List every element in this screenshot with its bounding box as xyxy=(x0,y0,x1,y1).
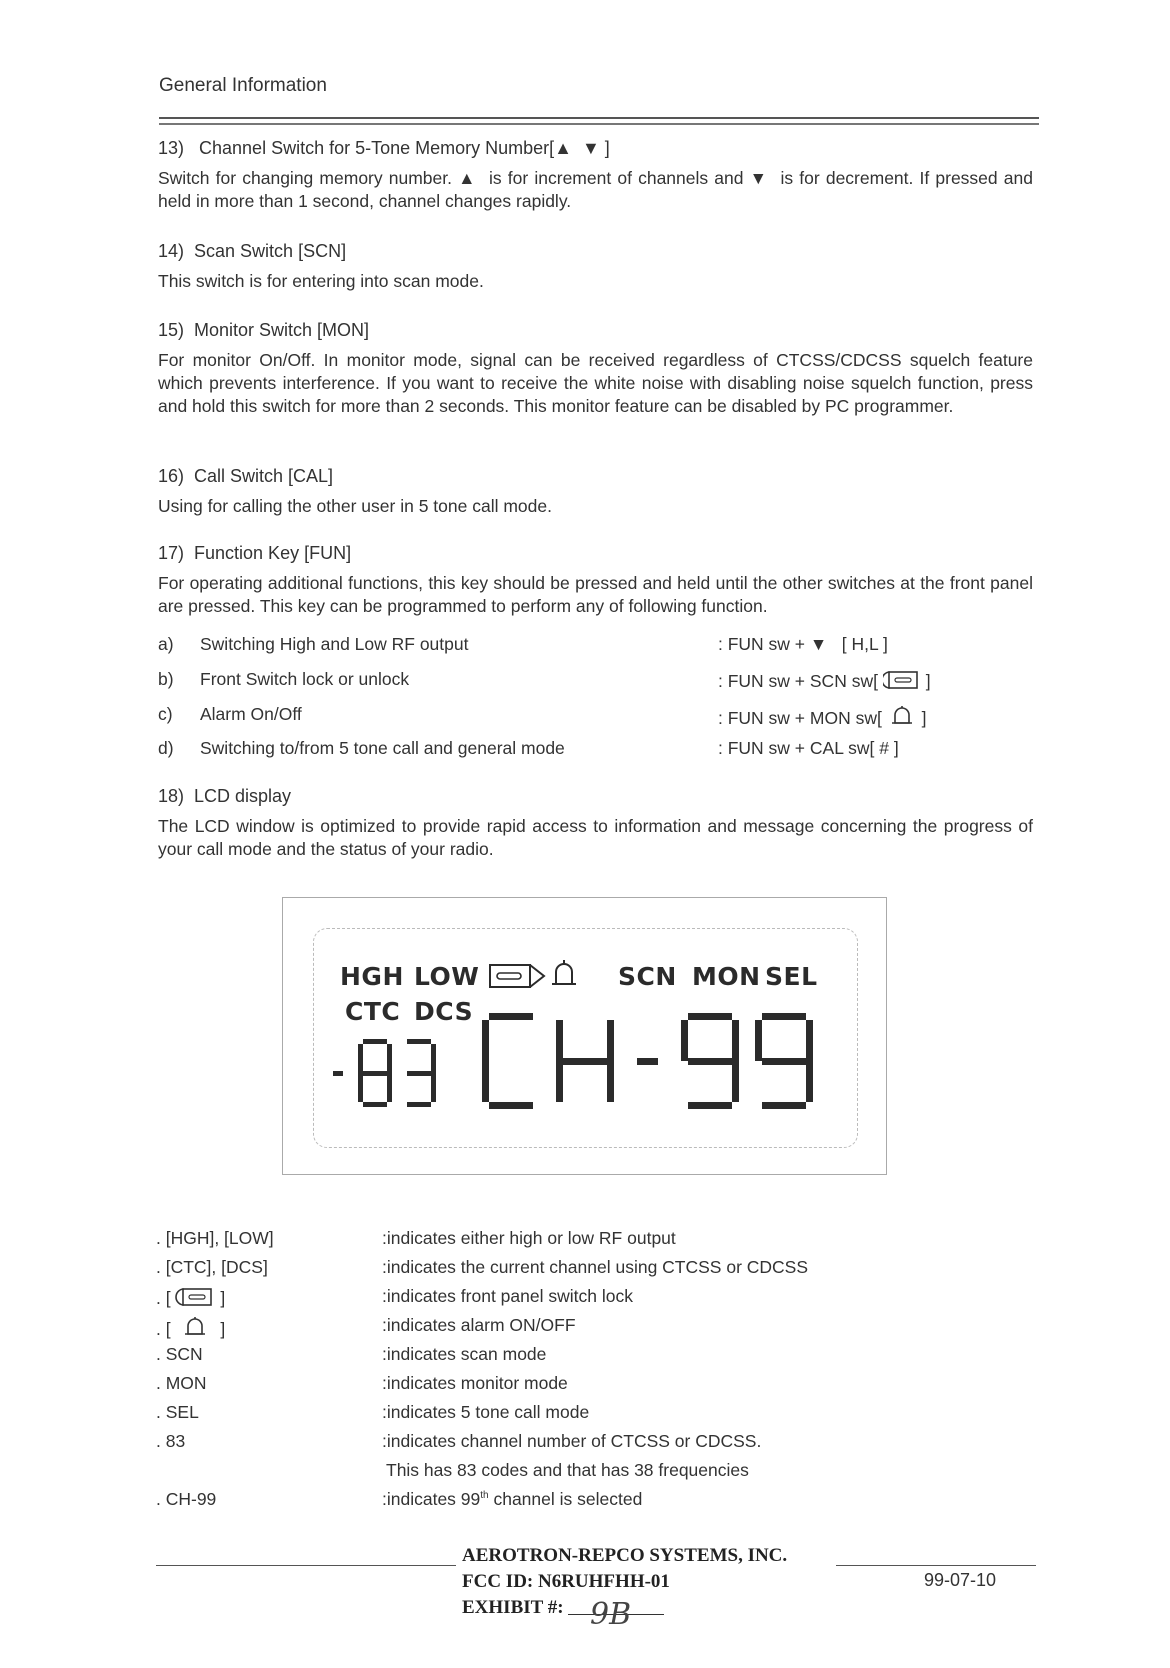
lcd-bell-icon xyxy=(549,957,579,991)
header-divider xyxy=(159,117,1039,119)
legend-value-sup: th xyxy=(480,1490,489,1502)
legend-row xyxy=(156,1228,1036,1254)
legend-value: :indicates channel number of CTCSS or CDCSS. xyxy=(382,1431,762,1451)
combo-text: ] xyxy=(925,671,931,691)
section-heading: 17) Function Key [FUN] xyxy=(158,543,352,563)
function-letter: a) xyxy=(158,634,174,654)
key-lock-icon xyxy=(175,1286,215,1308)
legend-row xyxy=(156,1431,1036,1457)
lcd-dcs-label: DCS xyxy=(414,997,474,1026)
bell-icon xyxy=(175,1315,215,1339)
lcd-sel-label: SEL xyxy=(765,962,818,991)
lcd-segment xyxy=(637,1058,658,1065)
legend-key-text: . [ xyxy=(156,1288,171,1308)
legend-value: :indicates front panel switch lock xyxy=(382,1286,633,1306)
legend-row xyxy=(156,1402,1036,1428)
section-channel-switch xyxy=(158,138,1033,213)
section-body: Switch for changing memory number. ▲ is for increment of channels and ▼ is for decrement. If pressed and held in more than 1 second, channel changes rapidly. xyxy=(158,168,1033,211)
combo-text: : FUN sw + MON sw[ xyxy=(718,708,882,728)
function-letter: d) xyxy=(158,738,174,758)
legend-value-text: channel is selected xyxy=(488,1489,643,1509)
function-letter: c) xyxy=(158,704,173,724)
lcd-segment xyxy=(387,1073,392,1102)
lcd-segment xyxy=(482,1020,489,1061)
function-description: Switching High and Low RF output xyxy=(200,634,469,654)
legend-value: :indicates alarm ON/OFF xyxy=(382,1315,576,1335)
legend-row xyxy=(156,1489,1036,1515)
lcd-segment xyxy=(556,1020,563,1061)
lcd-hgh-label: HGH xyxy=(340,962,404,991)
combo-text: : FUN sw + SCN sw[ xyxy=(718,671,878,691)
section-heading: 14) Scan Switch [SCN] xyxy=(158,241,347,261)
footer-rule-right xyxy=(836,1565,1036,1566)
lcd-segment xyxy=(688,1013,732,1020)
lcd-segment xyxy=(607,1061,614,1102)
lcd-segment xyxy=(407,1102,431,1107)
section-call-switch xyxy=(158,466,1033,518)
function-item xyxy=(158,704,1033,728)
section-body: Using for calling the other user in 5 tone call mode. xyxy=(158,496,552,516)
page-header-title: General Information xyxy=(159,75,327,96)
legend-value: :indicates scan mode xyxy=(382,1344,547,1364)
lcd-segment xyxy=(363,1102,387,1107)
legend-key: . [CTC], [DCS] xyxy=(156,1257,268,1277)
lcd-segment xyxy=(806,1061,813,1102)
lcd-segment xyxy=(431,1044,436,1073)
legend-row xyxy=(156,1286,1036,1312)
lcd-segment xyxy=(431,1073,436,1102)
legend-row xyxy=(156,1257,1036,1283)
legend-value: This has 83 codes and that has 38 frequencies xyxy=(386,1460,749,1480)
legend-row xyxy=(156,1315,1036,1341)
lcd-segment xyxy=(762,1058,806,1065)
lcd-scn-label: SCN xyxy=(618,962,677,991)
lcd-segment xyxy=(732,1020,739,1061)
lcd-low-label: LOW xyxy=(414,962,480,991)
legend-key: . [HGH], [LOW] xyxy=(156,1228,274,1248)
function-item xyxy=(158,634,1033,658)
lcd-segment xyxy=(387,1044,392,1073)
lcd-segment xyxy=(358,1073,363,1102)
legend-key: . 83 xyxy=(156,1431,186,1451)
lcd-channel-readout xyxy=(482,1013,812,1113)
lcd-segment xyxy=(407,1039,431,1044)
lcd-segment xyxy=(563,1058,607,1065)
footer-rule-left xyxy=(156,1565,456,1566)
lcd-segment xyxy=(762,1102,806,1109)
lcd-segment xyxy=(363,1039,387,1044)
lcd-segment xyxy=(489,1013,533,1020)
key-lock-icon xyxy=(883,669,921,691)
lcd-segment xyxy=(363,1071,387,1076)
function-combo: : FUN sw + ▼ [ H,L ] xyxy=(718,634,888,654)
section-heading: 15) Monitor Switch [MON] xyxy=(158,320,370,340)
lcd-segment xyxy=(732,1061,739,1102)
legend-key-text: ] xyxy=(220,1288,226,1308)
legend-value: :indicates the current channel using CTCSS or CDCSS xyxy=(382,1257,809,1277)
function-combo: : FUN sw + CAL sw[ # ] xyxy=(718,738,899,758)
legend-key: . SCN xyxy=(156,1344,203,1364)
footer-exhibit-label: EXHIBIT #: xyxy=(462,1597,564,1618)
footer-fcc-id: FCC ID: N6RUHFHH-01 xyxy=(462,1571,670,1592)
combo-text: ] xyxy=(921,708,927,728)
legend-key-text: . [ xyxy=(156,1319,171,1339)
lcd-segment xyxy=(688,1102,732,1109)
function-item xyxy=(158,738,1033,762)
lcd-segment xyxy=(482,1061,489,1102)
legend-key xyxy=(156,1286,225,1309)
lcd-segment xyxy=(762,1013,806,1020)
legend-value: :indicates monitor mode xyxy=(382,1373,568,1393)
lcd-figure xyxy=(282,897,887,1175)
legend-key-text: ] xyxy=(220,1319,226,1339)
legend-value: :indicates 5 tone call mode xyxy=(382,1402,590,1422)
lcd-segment xyxy=(407,1071,431,1076)
legend-key: . SEL xyxy=(156,1402,199,1422)
footer-date: 99-07-10 xyxy=(924,1570,997,1590)
lcd-key-lock-icon xyxy=(488,960,546,992)
function-description: Switching to/from 5 tone call and general mode xyxy=(200,738,565,758)
legend-key: . CH-99 xyxy=(156,1489,217,1509)
lcd-window xyxy=(313,928,858,1148)
function-description: Alarm On/Off xyxy=(200,704,302,724)
legend-row xyxy=(156,1460,1036,1486)
section-lcd-display xyxy=(158,786,1033,861)
legend-value xyxy=(382,1489,642,1510)
bell-icon xyxy=(887,704,917,728)
lcd-mon-label: MON xyxy=(692,962,761,991)
section-heading: 16) Call Switch [CAL] xyxy=(158,466,334,486)
section-body: The LCD window is optimized to provide rapid access to information and message concerning the progress of your call mode and the status of your radio. xyxy=(158,816,1033,859)
lcd-segment xyxy=(755,1020,762,1061)
function-description: Front Switch lock or unlock xyxy=(200,669,410,689)
legend-value: :indicates either high or low RF output xyxy=(382,1228,676,1248)
lcd-ctc-label: CTC xyxy=(345,997,401,1026)
function-letter: b) xyxy=(158,669,174,689)
lcd-segment xyxy=(358,1044,363,1073)
lcd-segment xyxy=(806,1020,813,1061)
section-function-key xyxy=(158,543,1033,618)
section-body: For monitor On/Off. In monitor mode, signal can be received regardless of CTCSS/CDCSS squelch feature which prevents interference. If you want to receive the white noise with disabling noise squelch function, press and hold this switch for more than 2 seconds. This monitor feature can be disabled by PC programmer. xyxy=(158,350,1033,416)
header-divider-secondary xyxy=(159,123,1039,125)
section-scan-switch xyxy=(158,241,1033,293)
section-heading: 18) LCD display xyxy=(158,786,292,806)
lcd-segment xyxy=(607,1020,614,1061)
footer-company: AEROTRON-REPCO SYSTEMS, INC. xyxy=(462,1545,788,1566)
lcd-segment xyxy=(556,1061,563,1102)
lcd-code-readout xyxy=(328,1039,458,1111)
legend-key xyxy=(156,1315,225,1340)
legend-key: . MON xyxy=(156,1373,207,1393)
section-heading: 13) Channel Switch for 5-Tone Memory Number[▲ ▼ ] xyxy=(158,138,610,158)
legend-row xyxy=(156,1373,1036,1399)
legend-row xyxy=(156,1344,1036,1370)
lcd-segment xyxy=(489,1102,533,1109)
lcd-segment xyxy=(681,1020,688,1061)
section-body: This switch is for entering into scan mode. xyxy=(158,271,484,291)
lcd-segment xyxy=(688,1058,732,1065)
function-combo xyxy=(718,704,926,729)
function-combo xyxy=(718,669,931,692)
function-item xyxy=(158,669,1033,693)
lcd-segment xyxy=(333,1071,343,1076)
section-body: For operating additional functions, this key should be pressed and held until the other switches at the front panel are pressed. This key can be programmed to perform any of following function. xyxy=(158,573,1033,616)
footer-exhibit-handwritten: 9B xyxy=(590,1597,632,1632)
section-monitor-switch xyxy=(158,320,1033,418)
legend-value-text: :indicates 99 xyxy=(382,1489,481,1509)
